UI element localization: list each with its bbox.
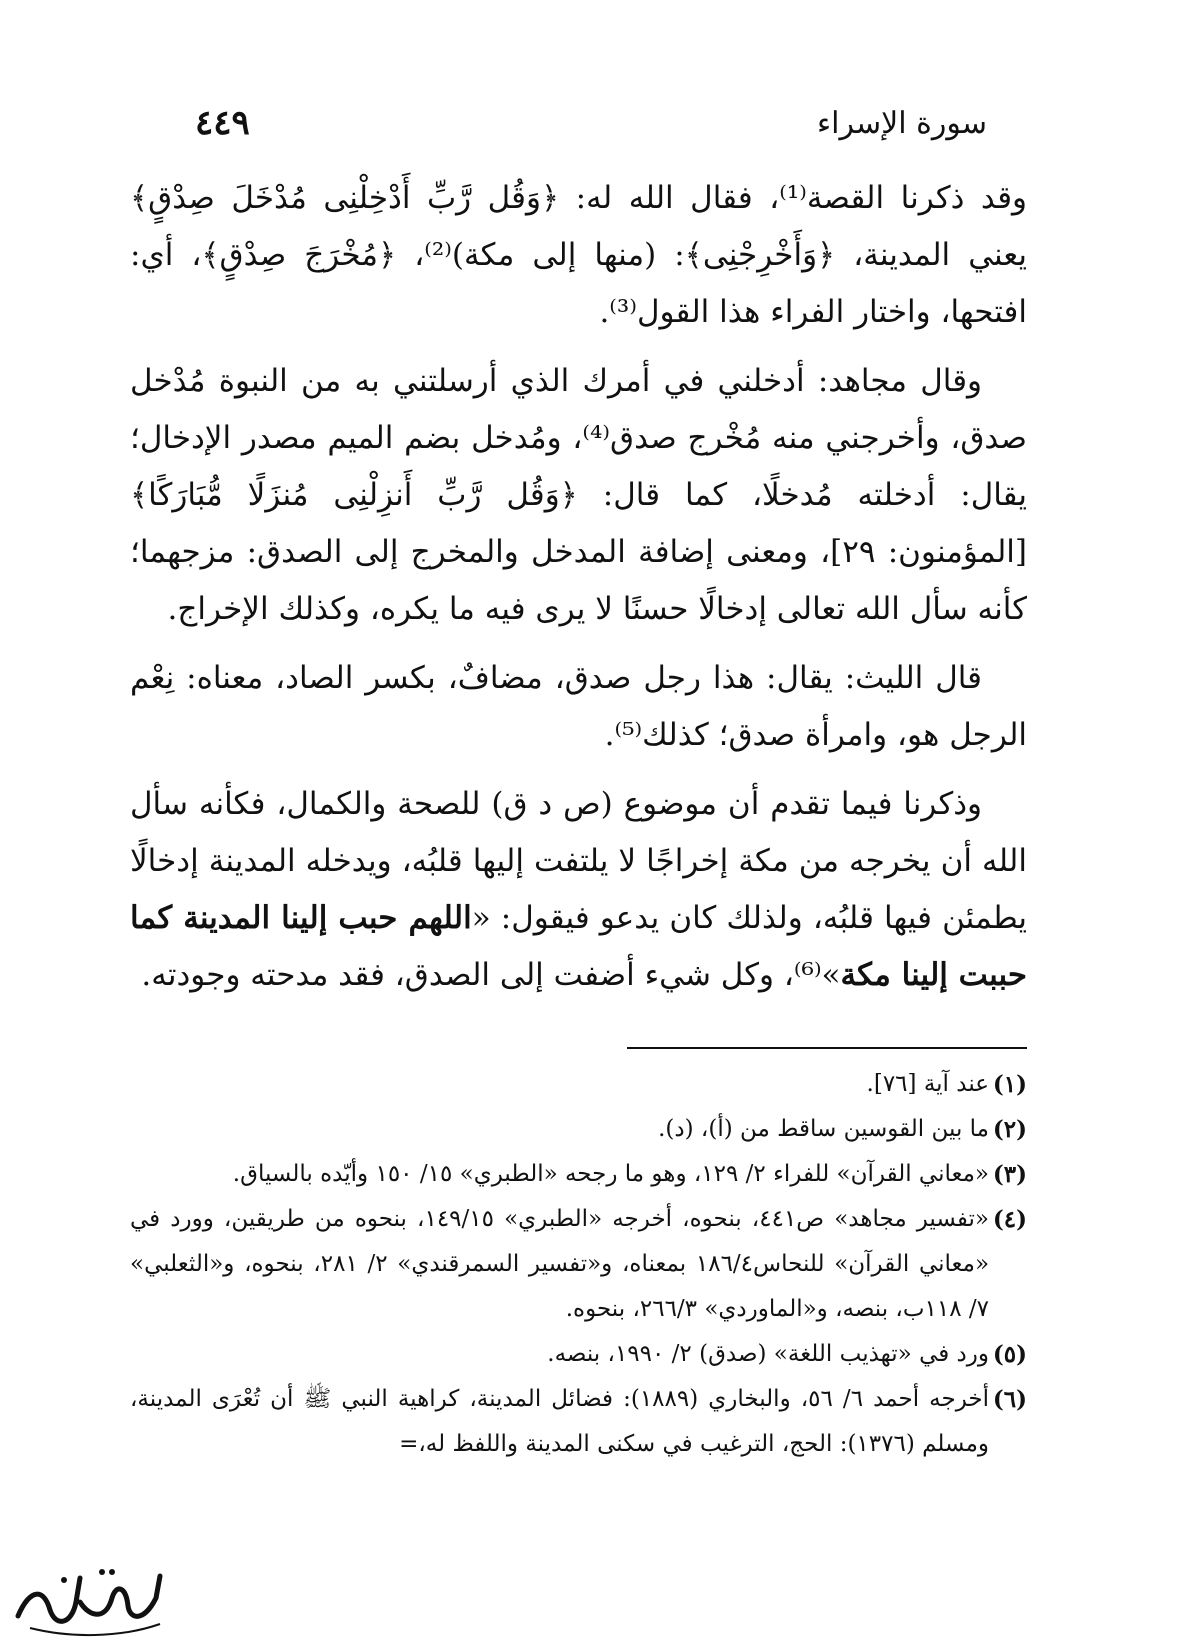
page-number: ٤٤٩ <box>195 103 250 143</box>
footnote <box>130 1107 1027 1152</box>
footnote-text: ما بين القوسين ساقط من (أ)، (د). <box>658 1116 989 1142</box>
paragraph <box>130 776 1027 1004</box>
footnote-number: (٦) <box>992 1386 1027 1413</box>
footnote <box>130 1197 1027 1332</box>
footnote <box>130 1377 1027 1467</box>
paragraph-text: »⁽⁶⁾، وكل شيء أضفت إلى الصدق، فقد مدحته وجودته. <box>141 957 841 993</box>
footnote-text: عند آية [٧٦]. <box>866 1071 989 1097</box>
paragraph-text: وذكرنا فيما تقدم أن موضوع (ص د ق) للصحة والكمال، فكأنه سأل الله أن يخرجه من مكة إخراجًا لا يلتفت إليها قلبُه، ويدخله المدينة إدخالًا يطمئن فيها قلبُه، ولذلك كان يدعو فيقول: « <box>130 786 1028 936</box>
footnote-text: أخرجه أحمد ٦/ ٥٦، والبخاري (١٨٨٩): فضائل المدينة، كراهية النبي ﷺ أن تُعْرَى المدينة، ومسلم (١٣٧٦): الحج، الترغيب في سكنى المدينة واللفظ له،= <box>130 1386 989 1457</box>
footnote-separator <box>627 1047 1027 1049</box>
main-text <box>130 170 1027 1016</box>
footnote-text: «معاني القرآن» للفراء ٢/ ١٢٩، وهو ما رجحه «الطبري» ١٥/ ١٥٠ وأيّده بالسياق. <box>232 1161 989 1187</box>
paragraph-text: وقال مجاهد: أدخلني في أمرك الذي أرسلتني به من النبوة مُدْخل صدق، وأخرجني منه مُخْرج صدق⁽⁴⁾، ومُدخل بضم الميم مصدر الإدخال؛ يقال: أدخلته مُدخلًا، كما قال: ﴿وَقُل رَّبِّ أَنزِلْنِى مُنزَلًا مُّبَارَكًا﴾ [المؤمنون: ٢٩]، ومعنى إضافة المدخل والمخرج إلى الصدق: مزجهما؛ كأنه سأل الله تعالى إدخالًا حسنًا لا يرى فيه ما يكره، وكذلك الإخراج. <box>130 363 1027 627</box>
footnote-number: (٢) <box>992 1116 1027 1143</box>
footnote <box>130 1152 1027 1197</box>
hadith-quote: اللهم حبب إلينا المدينة كما حببت إلينا مكة <box>130 900 1027 993</box>
page-header <box>195 98 987 148</box>
footnote-text: «تفسير مجاهد» ص٤٤١، بنحوه، أخرجه «الطبري» ١٤٩/١٥، بنحوه من طريقين، وورد في «معاني القرآن» للنحاس١٨٦/٤ بمعناه، و«تفسير السمرقندي» ٢/ ٢٨١، بنحوه، و«الثعلبي» ٧/ ١١٨ب، بنصه، و«الماوردي» ٢٦٦/٣، بنحوه. <box>130 1206 990 1322</box>
footnotes <box>130 1062 1027 1467</box>
paragraph-text: وقد ذكرنا القصة⁽¹⁾، فقال الله له: ﴿وَقُل رَّبِّ أَدْخِلْنِى مُدْخَلَ صِدْقٍ﴾ يعني المدينة، ﴿وَأَخْرِجْنِى﴾: (منها إلى مكة)⁽²⁾، ﴿مُخْرَجَ صِدْقٍ﴾، أي: افتحها، واختار الفراء هذا القول⁽³⁾. <box>130 180 1027 330</box>
footnote <box>130 1062 1027 1107</box>
paragraph-text: قال الليث: يقال: هذا رجل صدق، مضافٌ، بكسر الصاد، معناه: نِعْم الرجل هو، وامرأة صدق؛ كذلك⁽⁵⁾. <box>130 660 1027 753</box>
footnote-number: (١) <box>992 1071 1027 1098</box>
footnote <box>130 1332 1027 1377</box>
footnote-number: (٤) <box>992 1206 1027 1233</box>
footnote-number: (٣) <box>992 1161 1027 1188</box>
publisher-logo <box>10 1558 170 1640</box>
paragraph <box>130 170 1027 341</box>
surah-title: سورة الإسراء <box>817 105 987 141</box>
footnote-text: ورد في «تهذيب اللغة» (صدق) ٢/ ١٩٩٠، بنصه. <box>547 1341 989 1367</box>
paragraph <box>130 353 1027 638</box>
footnote-number: (٥) <box>992 1341 1027 1368</box>
paragraph <box>130 650 1027 764</box>
